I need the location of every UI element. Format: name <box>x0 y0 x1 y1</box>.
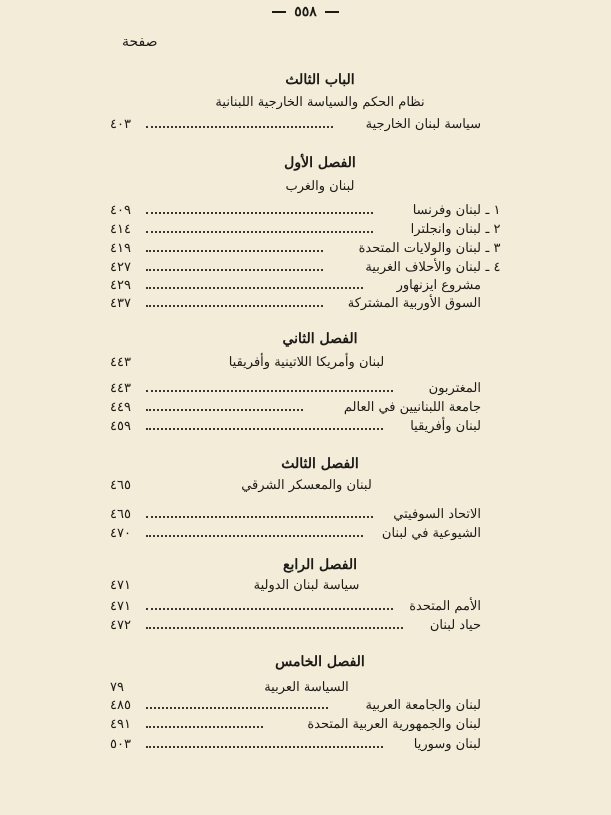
chapter-subtitle: السياسة العربية <box>264 680 349 695</box>
toc-entry <box>110 717 503 737</box>
entry-title: جامعة اللبنانيين في العالم <box>343 400 481 415</box>
chapter-heading: الفصل الرابع <box>283 557 357 573</box>
entry-title: لبنان والجمهورية العربية المتحدة <box>307 717 481 732</box>
part-subtitle: نظام الحكم والسياسة الخارجية اللبنانية <box>215 95 425 110</box>
toc-entry <box>110 526 503 546</box>
entry-page: ٤٦٥ <box>110 507 131 522</box>
page-number-line <box>0 4 611 20</box>
dot-leader <box>146 409 303 411</box>
chapter-subtitle-row <box>110 680 503 700</box>
dot-leader <box>146 126 333 128</box>
right-dash <box>325 11 339 13</box>
dot-leader <box>146 726 263 728</box>
toc-entry <box>110 618 503 638</box>
entry-title: لبنان والجامعة العربية <box>365 698 481 713</box>
entry-title: لبنان وانجلترا <box>410 222 481 237</box>
entry-page: ٤٩١ <box>110 717 131 732</box>
chapter-subtitle-row <box>110 355 503 375</box>
dot-leader <box>146 390 393 392</box>
toc-entry <box>110 507 503 527</box>
chapter-subtitle: لبنان والمعسكر الشرقي <box>241 478 372 493</box>
chapter-subtitle: لبنان وأمريكا اللاتينية وأفريقيا <box>228 355 385 370</box>
entry-title: لبنان وسوريا <box>413 737 481 752</box>
toc-entry <box>110 222 503 242</box>
toc-entry <box>110 203 503 223</box>
entry-page: ٤٤٣ <box>110 381 131 396</box>
dot-leader <box>146 627 403 629</box>
dot-leader <box>146 535 363 537</box>
entry-page: ٤٢٩ <box>110 278 131 293</box>
subtitle-page: ٤٦٥ <box>110 478 131 493</box>
toc-entry <box>110 419 503 439</box>
entry-title: لبنان وأفريقيا <box>410 419 481 434</box>
chapter-subtitle: سياسة لبنان الدولية <box>253 578 360 593</box>
entry-title: لبنان والولايات المتحدة <box>358 241 481 256</box>
toc-entry <box>110 381 503 401</box>
entry-title: المغتربون <box>428 381 481 396</box>
left-dash <box>272 11 286 13</box>
chapter-heading: الفصل الثاني <box>282 331 358 347</box>
entry-title: الشيوعية في لبنان <box>381 526 481 541</box>
entry-title: الأمم المتحدة <box>409 599 481 614</box>
toc-entry <box>110 599 503 619</box>
chapter-subtitle-row <box>110 478 503 498</box>
chapter-heading: الفصل الأول <box>284 155 356 171</box>
entry-page: ٤١٩ <box>110 241 131 256</box>
entry-page: ٤٠٩ <box>110 203 131 218</box>
chapter-subtitle-row <box>110 578 503 598</box>
toc-entry <box>110 400 503 420</box>
entry-number: ١ ـ <box>485 203 501 218</box>
subtitle-page: ٤٤٣ <box>110 355 131 370</box>
entry-number: ٤ ـ <box>485 260 501 275</box>
part-heading: الباب الثالث <box>285 72 355 88</box>
entry-title: مشروع ايزنهاور <box>396 278 481 293</box>
entry-title: لبنان وفرنسا <box>412 203 481 218</box>
entry-page: ٤٥٩ <box>110 419 131 434</box>
dot-leader <box>146 428 383 430</box>
entry-page: ٤١٤ <box>110 222 131 237</box>
toc-entry <box>110 737 503 757</box>
toc-entry <box>110 296 503 316</box>
page-column-header: صفحة <box>122 34 158 50</box>
dot-leader <box>146 212 373 214</box>
dot-leader <box>146 608 393 610</box>
entry-page: ٤٠٣ <box>110 117 131 132</box>
dot-leader <box>146 269 323 271</box>
entry-number: ٣ ـ <box>485 241 501 256</box>
entry-page: ٥٠٣ <box>110 737 131 752</box>
dot-leader <box>146 746 383 748</box>
entry-page: ٤٨٥ <box>110 698 131 713</box>
toc-entry <box>110 117 503 137</box>
subtitle-page: ٧٩ <box>110 680 124 695</box>
dot-leader <box>146 231 373 233</box>
entry-title: سياسة لبنان الخارجية <box>365 117 481 132</box>
entry-page: ٤٧٠ <box>110 526 131 541</box>
entry-number: ٢ ـ <box>485 222 501 237</box>
entry-page: ٤٧٢ <box>110 618 131 633</box>
entry-page: ٤٣٧ <box>110 296 131 311</box>
dot-leader <box>146 250 323 252</box>
entry-page: ٤٧١ <box>110 599 131 614</box>
toc-entry <box>110 278 503 298</box>
dot-leader <box>146 305 323 307</box>
entry-title: حياد لبنان <box>429 618 481 633</box>
toc-entry <box>110 698 503 718</box>
page-number: ٥٥٨ <box>294 4 317 20</box>
chapter-heading: الفصل الثالث <box>281 456 359 472</box>
entry-page: ٤٢٧ <box>110 260 131 275</box>
entry-title: الاتحاد السوفيتي <box>393 507 481 522</box>
dot-leader <box>146 707 328 709</box>
chapter-subtitle: لبنان والغرب <box>285 179 355 194</box>
dot-leader <box>146 516 373 518</box>
entry-page: ٤٤٩ <box>110 400 131 415</box>
chapter-heading: الفصل الخامس <box>275 654 365 670</box>
entry-title: السوق الأوربية المشتركة <box>347 296 481 311</box>
subtitle-page: ٤٧١ <box>110 578 131 593</box>
entry-title: لبنان والأحلاف الغربية <box>365 260 481 275</box>
toc-entry <box>110 241 503 261</box>
toc-entry <box>110 260 503 280</box>
dot-leader <box>146 287 363 289</box>
